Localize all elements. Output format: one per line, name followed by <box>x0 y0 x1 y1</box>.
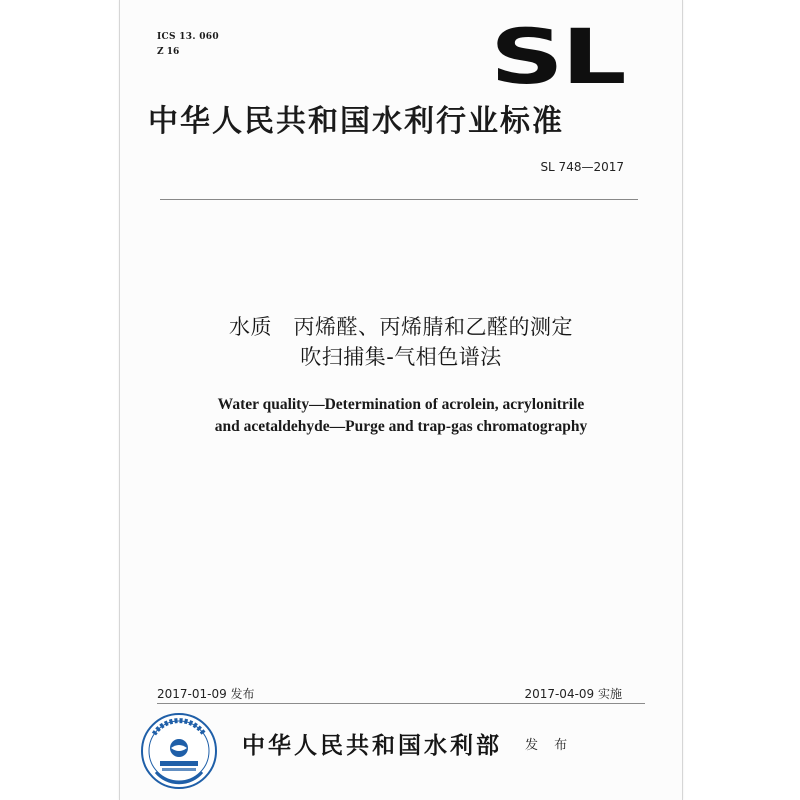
ics-code: ICS 13. 060 <box>157 32 219 42</box>
footer-divider <box>157 703 645 704</box>
issue-date: 2017-01-09 发布 <box>157 687 255 701</box>
publish-label: 发 布 <box>525 738 574 753</box>
title-english-line-1: Water quality—Determination of acrolein, acrylonitrile <box>217 396 585 413</box>
water-ministry-seal-icon <box>140 712 218 790</box>
standard-type-heading: 中华人民共和国水利行业标准 <box>148 104 564 139</box>
title-chinese-line-1: 水质 丙烯醛、丙烯腈和乙醛的测定 <box>229 315 573 339</box>
sl-logo: SL <box>490 12 624 101</box>
standard-cover <box>119 0 683 800</box>
title-chinese-line-2: 吹扫捕集-气相色谱法 <box>300 345 502 369</box>
classification-code: Z 16 <box>157 47 180 57</box>
title-english-line-2: and acetaldehyde—Purge and trap-gas chromatography <box>214 418 588 435</box>
standard-number: SL 748—2017 <box>540 160 624 174</box>
implementation-date: 2017-04-09 实施 <box>524 687 622 701</box>
header-divider <box>160 199 638 200</box>
issuing-authority: 中华人民共和国水利部 <box>242 733 502 759</box>
